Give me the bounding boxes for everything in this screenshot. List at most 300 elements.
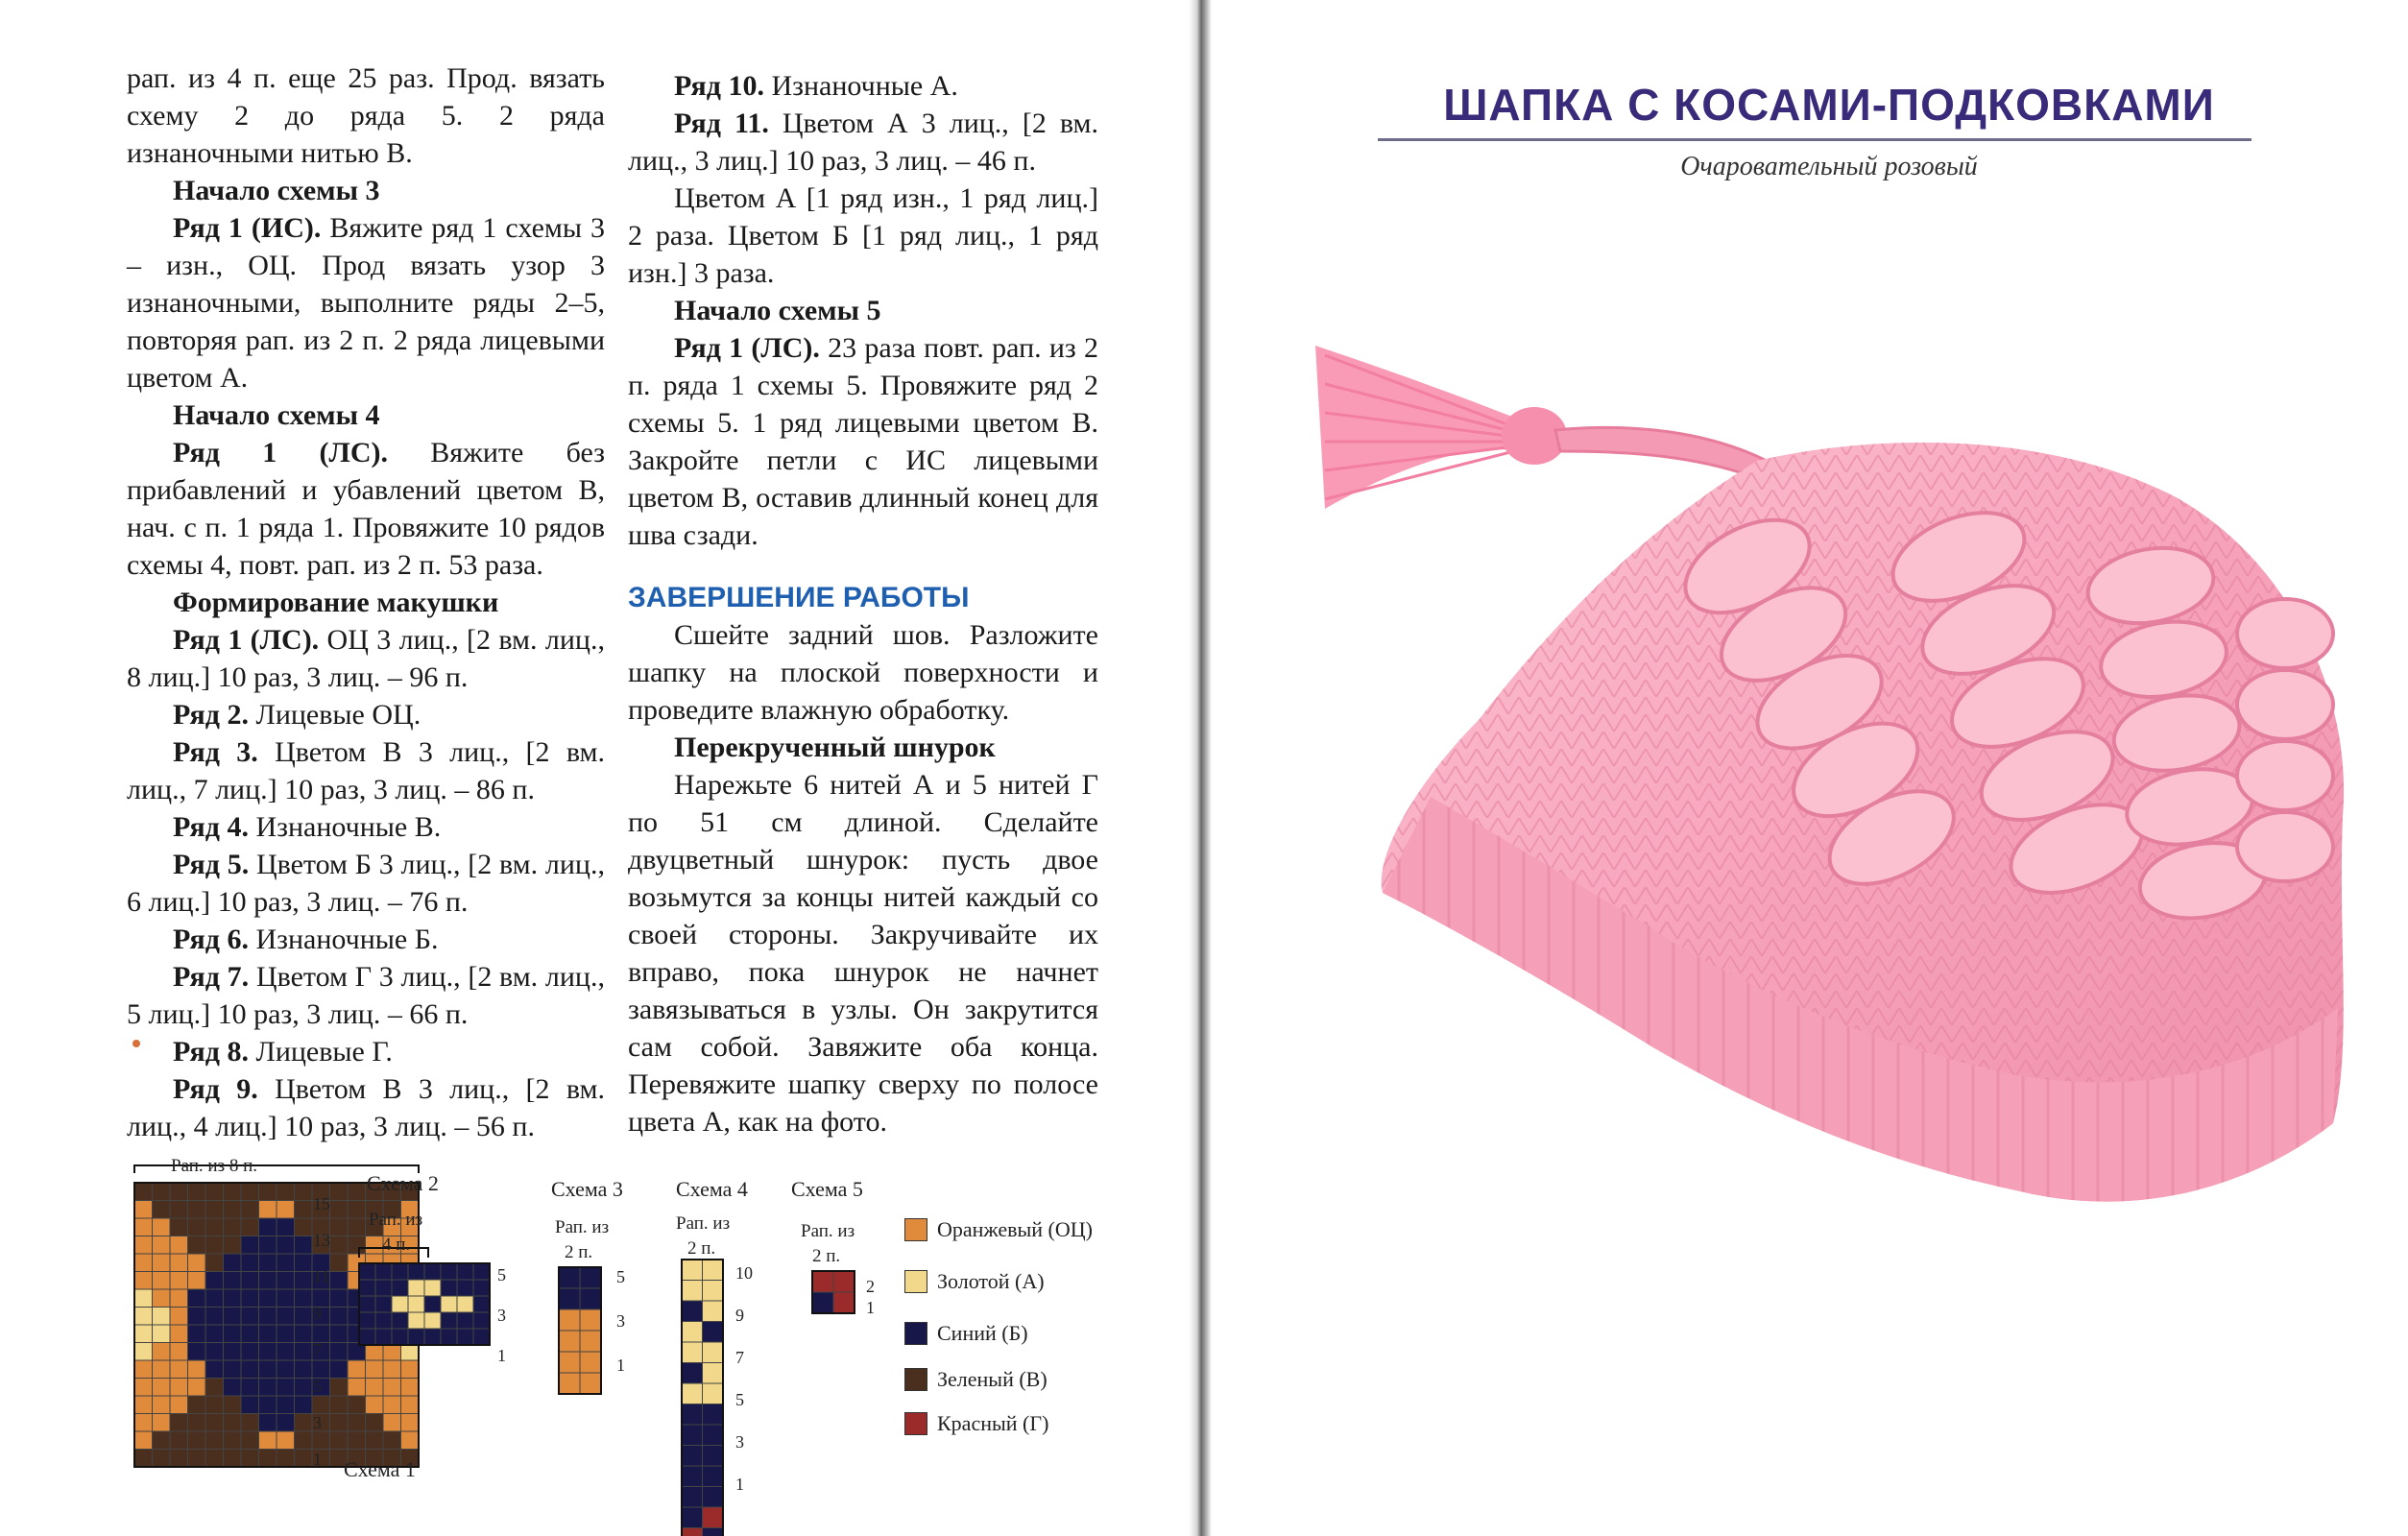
chart-cell [424, 1263, 441, 1280]
chart-cell [359, 1296, 375, 1312]
chart-cell [224, 1308, 242, 1326]
left-page [0, 0, 1189, 1536]
chart-cell [457, 1280, 473, 1296]
section-heading-finishing: ЗАВЕРШЕНИЕ РАБОТЫ [628, 582, 970, 613]
chart-cell [348, 1396, 366, 1414]
chart-cell [330, 1236, 349, 1255]
scheme-5-repeat-count: 2 п. [812, 1246, 841, 1266]
chart-cell [205, 1308, 224, 1326]
legend-item-orange: Оранжевый (ОЦ) [904, 1217, 1093, 1242]
chart-cell [295, 1379, 313, 1397]
chart-cell [277, 1254, 295, 1272]
chart-cell [188, 1325, 206, 1343]
chart-cell [348, 1431, 366, 1450]
chart-cell [259, 1183, 277, 1201]
chart-cell [408, 1280, 424, 1296]
chart-cell [259, 1272, 277, 1290]
scheme-5-row-number: 1 [866, 1298, 875, 1317]
chart-cell [682, 1322, 703, 1343]
chart-cell [153, 1308, 171, 1326]
chart-cell [330, 1254, 349, 1272]
scheme-4-grid [682, 1260, 723, 1536]
page-subtitle: Очаровательный розовый [1680, 152, 1978, 181]
legend-item-gold: Золотой (А) [904, 1269, 1045, 1294]
chart-cell [241, 1396, 259, 1414]
chart-cell [241, 1379, 259, 1397]
chart-cell [424, 1280, 441, 1296]
chart-cell [392, 1296, 408, 1312]
chart-cell [703, 1446, 724, 1467]
chart-cell [134, 1201, 153, 1219]
chart-cell [383, 1431, 401, 1450]
chart-cell [330, 1289, 349, 1308]
chart-cell [383, 1396, 401, 1414]
tassel [1315, 346, 1767, 509]
chart-cell [833, 1292, 855, 1313]
chart-cell [224, 1343, 242, 1361]
chart-cell [259, 1201, 277, 1219]
chart-cell [259, 1343, 277, 1361]
chart-cell [401, 1414, 420, 1432]
chart-cell [559, 1288, 580, 1309]
chart-cell [682, 1301, 703, 1322]
chart-cell [170, 1272, 188, 1290]
chart-cell [401, 1431, 420, 1450]
chart-cell [559, 1331, 580, 1352]
chart-cell [170, 1254, 188, 1272]
chart-cell [134, 1343, 153, 1361]
chart-cell [682, 1281, 703, 1302]
chart-cell [241, 1272, 259, 1290]
chart-cell [295, 1289, 313, 1308]
scheme-2-repeat-label: Рап. из [369, 1210, 423, 1230]
scheme-4-repeat-label: Рап. из [676, 1213, 731, 1234]
heading-twisted-cord: Перекрученный шнурок [674, 732, 996, 763]
chart-cell [134, 1396, 153, 1414]
swatch-red [904, 1412, 927, 1435]
paragraph: Ряд 1 (ЛС). 23 раза повт. рап. из 2 п. ряда 1 схемы 5. Провяжите ряд 2 схемы 5. 1 ряд лицевыми цветом В. Закройте петли с ИС лицевыми цветом В, оставив длинный конец для шва сзади. [628, 332, 1098, 551]
chart-cell [330, 1379, 349, 1397]
chart-cell [295, 1414, 313, 1432]
chart-cell [259, 1289, 277, 1308]
scheme-4-row-number: 5 [735, 1390, 744, 1409]
chart-cell [224, 1450, 242, 1468]
chart-cell [224, 1218, 242, 1236]
scheme-5-repeat-label: Рап. из [801, 1221, 855, 1241]
chart-cell [188, 1360, 206, 1379]
row-instruction: Ряд 10. Изнаночные А. [674, 70, 958, 102]
scheme-1-row-number: 13 [313, 1231, 330, 1250]
chart-cell [366, 1379, 384, 1397]
chart-cell [259, 1414, 277, 1432]
chart-cell [682, 1363, 703, 1384]
chart-cell [703, 1466, 724, 1487]
chart-cell [408, 1263, 424, 1280]
chart-cell [559, 1352, 580, 1373]
chart-cell [205, 1218, 224, 1236]
chart-cell [703, 1260, 724, 1281]
chart-cell [330, 1183, 349, 1201]
scheme-1-row-number: 9 [313, 1304, 322, 1323]
chart-cell [205, 1360, 224, 1379]
scheme-4-row-number: 1 [735, 1475, 744, 1494]
chart-cell [392, 1312, 408, 1329]
chart-cell [205, 1431, 224, 1450]
chart-cell [295, 1343, 313, 1361]
chart-cell [277, 1431, 295, 1450]
chart-cell [441, 1263, 457, 1280]
chart-cell [170, 1183, 188, 1201]
chart-cell [170, 1360, 188, 1379]
chart-cell [703, 1301, 724, 1322]
chart-cell [348, 1218, 366, 1236]
chart-cell [359, 1280, 375, 1296]
chart-cell [401, 1360, 420, 1379]
legend-item-blue: Синий (Б) [904, 1321, 1028, 1346]
chart-cell [224, 1254, 242, 1272]
chart-cell [277, 1201, 295, 1219]
scheme-2-row-number: 1 [497, 1346, 506, 1365]
chart-cell [375, 1329, 392, 1345]
chart-cell [205, 1272, 224, 1290]
chart-cell [241, 1254, 259, 1272]
heading-scheme-4: Начало схемы 4 [173, 399, 380, 431]
chart-cell [259, 1360, 277, 1379]
chart-cell [580, 1267, 601, 1288]
chart-cell [134, 1325, 153, 1343]
chart-cell [408, 1296, 424, 1312]
swatch-blue [904, 1322, 927, 1345]
chart-cell [457, 1296, 473, 1312]
chart-cell [205, 1254, 224, 1272]
row-instruction: Ряд 4. Изнаночные В. [173, 811, 442, 843]
chart-cell [134, 1183, 153, 1201]
chart-cell [424, 1296, 441, 1312]
scheme-3-label: Схема 3 [551, 1177, 623, 1201]
scheme-1-row-number: 3 [313, 1413, 322, 1432]
chart-cell [295, 1325, 313, 1343]
paragraph: Ряд 1 (ИС). Вяжите ряд 1 схемы 3 – изн., ОЦ. Прод вязать узор 3 изнаночными, выполните ряды 2–5, повторяя рап. из 2 п. 2 ряда лицевыми цветом А. [127, 212, 606, 394]
chart-cell [277, 1414, 295, 1432]
chart-cell [134, 1272, 153, 1290]
scheme-3-row-number: 1 [616, 1356, 625, 1375]
scheme-2-row-number: 3 [497, 1306, 506, 1325]
scheme-4-repeat-count: 2 п. [687, 1238, 716, 1259]
chart-cell [188, 1236, 206, 1255]
chart-cell [703, 1363, 724, 1384]
chart-cell [153, 1254, 171, 1272]
pink-cable-hat-photo [1287, 317, 2372, 1325]
scheme-4-row-number: 10 [735, 1263, 753, 1283]
chart-cell [348, 1201, 366, 1219]
chart-cell [295, 1360, 313, 1379]
chart-cell [682, 1260, 703, 1281]
chart-cell [312, 1396, 330, 1414]
chart-cell [703, 1507, 724, 1528]
chart-cell [170, 1379, 188, 1397]
chart-cell [188, 1396, 206, 1414]
chart-cell [473, 1280, 490, 1296]
chart-cell [134, 1218, 153, 1236]
chart-cell [366, 1431, 384, 1450]
chart-cell [408, 1329, 424, 1345]
scheme-3-row-number: 5 [616, 1267, 625, 1286]
book-spine [1189, 0, 1212, 1536]
chart-cell [170, 1431, 188, 1450]
chart-cell [366, 1236, 384, 1255]
legend-item-red: Красный (Г) [904, 1411, 1048, 1436]
chart-cell [153, 1201, 171, 1219]
chart-cell [205, 1183, 224, 1201]
chart-cell [457, 1312, 473, 1329]
chart-cell [330, 1218, 349, 1236]
chart-cell [224, 1183, 242, 1201]
chart-cell [295, 1218, 313, 1236]
chart-cell [401, 1379, 420, 1397]
chart-cell [473, 1263, 490, 1280]
scheme-1-repeat-label: Рап. из 8 п. [171, 1156, 258, 1176]
chart-cell [241, 1218, 259, 1236]
paragraph: Ряд 1 (ЛС). Вяжите без прибавлений и убавлений цветом В, нач. с п. 1 ряда 1. Провяжите 10 рядов схемы 4, повт. рап. из 2 п. 53 раза. [127, 437, 605, 581]
chart-cell [277, 1272, 295, 1290]
chart-cell [277, 1360, 295, 1379]
chart-cell [295, 1308, 313, 1326]
chart-cell [457, 1329, 473, 1345]
chart-cell [277, 1218, 295, 1236]
chart-cell [224, 1431, 242, 1450]
chart-cell [295, 1183, 313, 1201]
chart-cell [259, 1254, 277, 1272]
scheme-2-repeat-count: 4 п. [382, 1235, 411, 1255]
chart-cell [473, 1312, 490, 1329]
chart-cell [134, 1289, 153, 1308]
chart-cell [703, 1528, 724, 1536]
chart-cell [682, 1487, 703, 1508]
chart-cell [241, 1289, 259, 1308]
scheme-5-row-number: 2 [866, 1277, 875, 1296]
chart-cell [153, 1236, 171, 1255]
chart-cell [259, 1218, 277, 1236]
chart-cell [312, 1431, 330, 1450]
chart-cell [703, 1322, 724, 1343]
chart-cell [348, 1414, 366, 1432]
chart-cell [188, 1431, 206, 1450]
chart-cell [580, 1352, 601, 1373]
chart-cell [134, 1450, 153, 1468]
chart-cell [703, 1342, 724, 1363]
chart-cell [153, 1325, 171, 1343]
chart-cell [224, 1360, 242, 1379]
chart-cell [205, 1414, 224, 1432]
chart-cell [682, 1507, 703, 1528]
paragraph: Нарежьте 6 нитей А и 5 нитей Г по 51 см длиной. Сделайте двуцветный шнурок: пусть двое возьмутся за концы нитей каждый со своей стороны. Закручивайте их вправо, пока шнурок не начнет завязываться в узлы. Он закрутится сам собой. Завяжите оба конца. Перевяжите шапку сверху по полосе цвета А, как на фото. [628, 769, 1098, 1138]
chart-cell [153, 1289, 171, 1308]
scheme-2-label: Схема 2 [367, 1171, 439, 1195]
chart-cell [153, 1343, 171, 1361]
chart-cell [241, 1201, 259, 1219]
chart-cell [170, 1414, 188, 1432]
chart-cell [348, 1360, 366, 1379]
scheme-1-row-number: 5 [313, 1377, 322, 1396]
chart-cell [259, 1396, 277, 1414]
chart-cell [383, 1379, 401, 1397]
chart-cell [703, 1487, 724, 1508]
chart-cell [170, 1201, 188, 1219]
chart-cell [170, 1218, 188, 1236]
chart-cell [134, 1360, 153, 1379]
chart-cell [330, 1360, 349, 1379]
chart-cell [205, 1325, 224, 1343]
chart-cell [366, 1360, 384, 1379]
row-instruction: Ряд 5. Цветом Б 3 лиц., [2 вм. лиц., 6 лиц.] 10 раз, 3 лиц. – 76 п. [127, 849, 605, 918]
chart-cell [241, 1343, 259, 1361]
row-instruction: Ряд 8. Лицевые Г. [173, 1036, 393, 1068]
chart-cell [259, 1325, 277, 1343]
knitting-charts [0, 0, 1189, 1536]
chart-cell [241, 1236, 259, 1255]
chart-cell [153, 1450, 171, 1468]
chart-cell [153, 1414, 171, 1432]
chart-cell [170, 1289, 188, 1308]
chart-cell [259, 1308, 277, 1326]
chart-cell [424, 1329, 441, 1345]
chart-cell [259, 1236, 277, 1255]
row-instruction: Ряд 7. Цветом Г 3 лиц., [2 вм. лиц., 5 лиц.] 10 раз, 3 лиц. – 66 п. [127, 961, 605, 1030]
chart-cell [330, 1414, 349, 1432]
chart-cell [330, 1325, 349, 1343]
chart-cell [330, 1343, 349, 1361]
chart-cell [134, 1431, 153, 1450]
scheme-1-label: Схема 1 [344, 1457, 416, 1481]
chart-cell [682, 1466, 703, 1487]
chart-cell [188, 1343, 206, 1361]
chart-cell [295, 1396, 313, 1414]
chart-cell [682, 1446, 703, 1467]
chart-cell [812, 1292, 833, 1313]
chart-cell [277, 1325, 295, 1343]
paragraph: Сшейте задний шов. Разложите шапку на плоской поверхности и проведите влажную обработку. [628, 619, 1098, 726]
chart-cell [241, 1325, 259, 1343]
scheme-1-row-number: 11 [313, 1267, 330, 1286]
chart-cell [259, 1379, 277, 1397]
chart-cell [205, 1201, 224, 1219]
chart-cell [188, 1450, 206, 1468]
chart-cell [392, 1329, 408, 1345]
chart-cell [441, 1280, 457, 1296]
chart-cell [295, 1201, 313, 1219]
chart-cell [375, 1312, 392, 1329]
row-instruction: Ряд 2. Лицевые ОЦ. [173, 699, 421, 731]
chart-cell [170, 1450, 188, 1468]
chart-cell [833, 1271, 855, 1292]
chart-cell [441, 1329, 457, 1345]
scheme-2-row-number: 5 [497, 1265, 506, 1284]
chart-cell [295, 1431, 313, 1450]
chart-cell [188, 1218, 206, 1236]
chart-cell [348, 1183, 366, 1201]
chart-cell [392, 1263, 408, 1280]
chart-cell [559, 1373, 580, 1394]
chart-cell [359, 1312, 375, 1329]
chart-cell [153, 1218, 171, 1236]
swatch-green [904, 1368, 927, 1391]
row-instruction: Ряд 6. Изнаночные Б. [173, 924, 439, 955]
scheme-4-row-number: 9 [735, 1306, 744, 1325]
chart-cell [188, 1414, 206, 1432]
scheme-1-row-number: 7 [313, 1340, 322, 1359]
chart-cell [812, 1271, 833, 1292]
scheme-3-repeat-label: Рап. из [555, 1217, 610, 1237]
chart-cell [295, 1236, 313, 1255]
chart-cell [330, 1272, 349, 1290]
row-instruction: Ряд 9. Цветом В 3 лиц., [2 вм. лиц., 4 лиц.] 10 раз, 3 лиц. – 56 п. [127, 1073, 605, 1142]
chart-cell [295, 1272, 313, 1290]
chart-cell [682, 1383, 703, 1404]
chart-cell [703, 1425, 724, 1446]
chart-cell [359, 1263, 375, 1280]
chart-cell [153, 1183, 171, 1201]
swatch-gold [904, 1270, 927, 1293]
chart-cell [457, 1263, 473, 1280]
row-instruction: Ряд 11. Цветом А 3 лиц., [2 вм. лиц., 3 лиц.] 10 раз, 3 лиц. – 46 п. [628, 108, 1098, 177]
page-title: ШАПКА С КОСАМИ-ПОДКОВКАМИ [1443, 80, 2215, 130]
chart-cell [224, 1414, 242, 1432]
scheme-1-row-number: 15 [313, 1194, 330, 1213]
chart-cell [241, 1308, 259, 1326]
title-divider [1378, 138, 2251, 141]
chart-cell [205, 1343, 224, 1361]
chart-cell [259, 1450, 277, 1468]
chart-cell [170, 1236, 188, 1255]
scheme-4-row-number: 7 [735, 1348, 744, 1367]
chart-cell [241, 1450, 259, 1468]
chart-cell [366, 1414, 384, 1432]
chart-cell [703, 1383, 724, 1404]
chart-cell [224, 1289, 242, 1308]
scheme-3-row-number: 3 [616, 1311, 625, 1331]
chart-cell [224, 1396, 242, 1414]
chart-cell [205, 1236, 224, 1255]
chart-cell [359, 1329, 375, 1345]
chart-cell [682, 1528, 703, 1536]
chart-cell [277, 1289, 295, 1308]
chart-cell [205, 1379, 224, 1397]
chart-cell [134, 1236, 153, 1255]
row-instruction: Ряд 1 (ЛС). ОЦ 3 лиц., [2 вм. лиц., 8 лиц.] 10 раз, 3 лиц. – 96 п. [127, 624, 605, 693]
chart-cell [348, 1379, 366, 1397]
chart-cell [682, 1342, 703, 1363]
chart-cell [682, 1425, 703, 1446]
chart-cell [330, 1396, 349, 1414]
chart-cell [224, 1272, 242, 1290]
scheme-4-label: Схема 4 [676, 1177, 748, 1201]
chart-cell [277, 1396, 295, 1414]
chart-cell [580, 1288, 601, 1309]
chart-cell [134, 1254, 153, 1272]
legend-item-green: Зеленый (В) [904, 1367, 1047, 1392]
chart-cell [441, 1296, 457, 1312]
chart-cell [330, 1201, 349, 1219]
chart-cell [295, 1254, 313, 1272]
chart-cell [241, 1183, 259, 1201]
chart-cell [241, 1414, 259, 1432]
chart-cell [559, 1267, 580, 1288]
chart-cell [188, 1201, 206, 1219]
chart-cell [277, 1379, 295, 1397]
chart-cell [188, 1289, 206, 1308]
scheme-4-row-number: 3 [735, 1432, 744, 1452]
chart-cell [153, 1272, 171, 1290]
